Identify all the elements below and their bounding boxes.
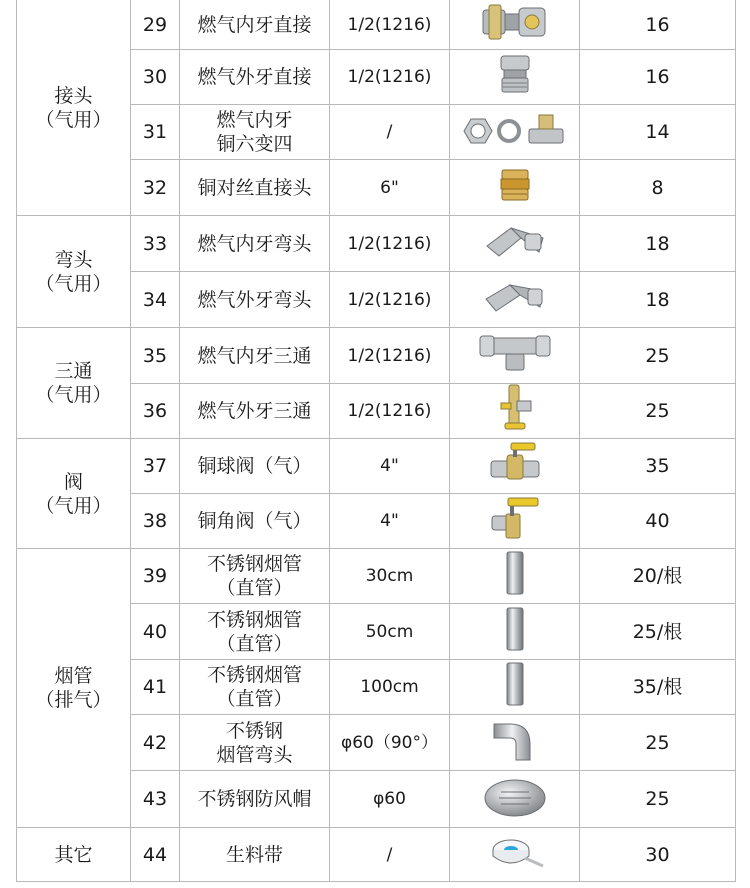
item-number: 31 — [142, 121, 168, 143]
item-name-cell — [180, 105, 330, 160]
steel-pipe-icon — [505, 661, 525, 713]
item-number-cell — [131, 828, 180, 882]
item-number-cell — [131, 50, 180, 105]
male-elbow-icon — [482, 277, 548, 323]
item-price: 14 — [645, 121, 670, 143]
item-image-cell — [450, 272, 580, 328]
item-name-cell — [180, 771, 330, 828]
item-spec: / — [386, 844, 393, 865]
item-spec-cell — [330, 384, 450, 439]
item-spec: 50cm — [365, 621, 414, 642]
item-number: 38 — [142, 510, 168, 532]
category-label: 弯头 — [54, 248, 93, 271]
item-number: 30 — [142, 66, 168, 88]
item-number-cell — [131, 328, 180, 384]
angle-valve-icon — [488, 496, 542, 546]
item-name: 烟管弯头 — [216, 743, 293, 766]
item-number: 32 — [142, 176, 168, 199]
category-cell — [16, 216, 131, 328]
category-label: （气用） — [35, 384, 112, 406]
item-name: （直管） — [216, 577, 293, 599]
item-price-cell — [580, 439, 736, 494]
item-spec: φ60 — [373, 789, 406, 809]
item-price: 18 — [645, 288, 670, 311]
male-straight-coupling-icon — [495, 53, 535, 101]
item-name-cell — [180, 160, 330, 216]
item-name: 不锈钢烟管 — [206, 608, 302, 631]
item-number-cell — [131, 771, 180, 828]
category-label: 烟管 — [54, 665, 93, 687]
item-image-cell — [450, 494, 580, 549]
item-name-cell — [180, 328, 330, 384]
item-name-cell — [180, 384, 330, 439]
item-name: 铜球阀（气） — [197, 455, 312, 477]
item-name: 燃气外牙三通 — [197, 400, 312, 422]
item-name: 不锈钢烟管 — [206, 664, 302, 686]
item-number: 39 — [142, 565, 168, 587]
female-straight-coupling-icon — [479, 2, 551, 48]
item-image-cell — [450, 828, 580, 882]
item-spec-cell — [330, 715, 450, 771]
item-image-cell — [450, 771, 580, 828]
item-price: 25/根 — [632, 620, 683, 643]
steel-pipe-icon — [505, 606, 525, 658]
item-name-cell — [180, 828, 330, 882]
item-name: 燃气内牙直接 — [197, 13, 312, 36]
brass-nipple-icon — [497, 167, 533, 209]
item-number: 37 — [142, 455, 168, 477]
item-name-cell — [180, 494, 330, 549]
item-spec-cell — [330, 549, 450, 604]
item-name: 不锈钢 — [225, 719, 283, 742]
item-number-cell — [131, 0, 180, 50]
item-image-cell — [450, 384, 580, 439]
item-number: 44 — [142, 843, 168, 866]
item-spec-cell — [330, 439, 450, 494]
item-number-cell — [131, 549, 180, 604]
item-image-cell — [450, 328, 580, 384]
item-image-cell — [450, 660, 580, 715]
category-label: 阀 — [63, 470, 83, 493]
item-name-cell — [180, 660, 330, 715]
category-label: 接头 — [54, 84, 93, 107]
item-name-cell — [180, 272, 330, 328]
item-spec-cell — [330, 216, 450, 272]
item-price-cell — [580, 105, 736, 160]
item-name: （直管） — [216, 688, 293, 710]
item-price-cell — [580, 604, 736, 660]
item-name: 燃气外牙直接 — [197, 66, 312, 88]
item-number: 40 — [142, 620, 168, 643]
item-name: 燃气内牙弯头 — [197, 232, 312, 255]
category-cell — [16, 439, 131, 549]
item-price: 20/根 — [632, 565, 683, 587]
item-image-cell — [450, 715, 580, 771]
item-price: 18 — [645, 232, 670, 255]
item-image-cell — [450, 439, 580, 494]
item-spec: 1/2(1216) — [347, 289, 432, 310]
item-name: 不锈钢防风帽 — [197, 788, 312, 810]
item-price: 40 — [645, 510, 670, 532]
ptfe-tape-icon — [485, 832, 545, 878]
item-image-cell — [450, 105, 580, 160]
item-name-cell — [180, 549, 330, 604]
item-price: 25 — [645, 344, 670, 367]
item-price: 35/根 — [632, 676, 683, 698]
category-label: （气用） — [35, 108, 112, 131]
category-label: 其它 — [54, 843, 93, 866]
item-spec-cell — [330, 0, 450, 50]
item-price-cell — [580, 494, 736, 549]
category-label: 三通 — [54, 360, 93, 382]
item-number-cell — [131, 494, 180, 549]
item-spec: 30cm — [365, 566, 414, 586]
item-spec: 1/2(1216) — [347, 401, 432, 421]
item-image-cell — [450, 549, 580, 604]
item-spec: 1/2(1216) — [347, 233, 432, 254]
item-number-cell — [131, 384, 180, 439]
category-cell — [16, 549, 131, 828]
item-name: 不锈钢烟管 — [206, 553, 302, 575]
item-price: 35 — [645, 455, 670, 477]
item-image-cell — [450, 160, 580, 216]
item-name: （直管） — [216, 632, 293, 655]
item-image-cell — [450, 604, 580, 660]
item-price-cell — [580, 660, 736, 715]
item-name: 燃气内牙三通 — [197, 344, 312, 367]
wind-cap-icon — [481, 774, 549, 824]
item-spec-cell — [330, 494, 450, 549]
item-spec: 6" — [380, 177, 399, 198]
item-spec: 1/2(1216) — [347, 345, 432, 366]
item-name: 铜对丝直接头 — [197, 176, 312, 199]
item-name: 燃气外牙弯头 — [197, 288, 312, 311]
item-price-cell — [580, 384, 736, 439]
item-name-cell — [180, 50, 330, 105]
item-spec-cell — [330, 160, 450, 216]
item-spec-cell — [330, 50, 450, 105]
item-number: 43 — [142, 788, 168, 810]
item-name-cell — [180, 604, 330, 660]
item-price-cell — [580, 272, 736, 328]
category-label: （气用） — [35, 272, 112, 295]
item-spec-cell — [330, 105, 450, 160]
item-price-cell — [580, 50, 736, 105]
item-price: 30 — [645, 843, 670, 866]
item-spec: 4" — [380, 511, 399, 531]
item-name-cell — [180, 715, 330, 771]
item-price-cell — [580, 549, 736, 604]
item-price: 16 — [645, 13, 670, 36]
item-number-cell — [131, 272, 180, 328]
item-price: 8 — [651, 176, 664, 199]
item-name-cell — [180, 216, 330, 272]
item-spec-cell — [330, 272, 450, 328]
item-price-cell — [580, 715, 736, 771]
item-price-cell — [580, 216, 736, 272]
item-name: 铜角阀（气） — [197, 510, 312, 532]
item-price: 25 — [645, 788, 670, 810]
item-number-cell — [131, 160, 180, 216]
item-spec-cell — [330, 660, 450, 715]
item-spec: 4" — [380, 456, 399, 476]
item-price-cell — [580, 0, 736, 50]
item-price: 25 — [645, 731, 670, 754]
nut-ring-reducer-icon — [459, 109, 571, 155]
category-cell — [16, 828, 131, 882]
female-tee-icon — [478, 332, 552, 380]
item-number: 29 — [142, 13, 168, 36]
item-name-cell — [180, 439, 330, 494]
item-number: 35 — [142, 344, 168, 367]
item-number: 34 — [142, 288, 168, 311]
steel-elbow-pipe-icon — [490, 718, 540, 768]
item-number-cell — [131, 105, 180, 160]
item-name: 燃气内牙 — [216, 109, 293, 131]
category-label: （气用） — [35, 494, 112, 517]
item-spec-cell — [330, 828, 450, 882]
item-spec-cell — [330, 604, 450, 660]
item-number: 42 — [142, 731, 168, 754]
item-image-cell — [450, 0, 580, 50]
item-price-cell — [580, 771, 736, 828]
item-image-cell — [450, 50, 580, 105]
item-price-cell — [580, 160, 736, 216]
item-number-cell — [131, 715, 180, 771]
ball-valve-icon — [487, 441, 543, 491]
item-spec: / — [386, 122, 393, 142]
male-tee-valve-icon — [495, 383, 535, 439]
item-number: 36 — [142, 400, 168, 422]
item-price: 16 — [645, 66, 670, 88]
item-name: 生料带 — [225, 843, 283, 866]
item-number: 41 — [142, 676, 168, 698]
item-number-cell — [131, 604, 180, 660]
item-number-cell — [131, 660, 180, 715]
category-cell — [16, 0, 131, 216]
item-price-cell — [580, 328, 736, 384]
item-spec: 1/2(1216) — [347, 67, 432, 87]
category-label: （排气） — [35, 689, 112, 711]
steel-pipe-icon — [505, 550, 525, 602]
item-spec-cell — [330, 771, 450, 828]
category-cell — [16, 328, 131, 439]
item-spec: 100cm — [360, 677, 419, 697]
item-name: 铜六变四 — [216, 133, 293, 155]
item-name-cell — [180, 0, 330, 50]
item-number: 33 — [142, 232, 168, 255]
female-elbow-icon — [481, 220, 549, 268]
item-price: 25 — [645, 400, 670, 422]
item-number-cell — [131, 216, 180, 272]
item-spec: φ60（90°） — [341, 732, 438, 753]
item-image-cell — [450, 216, 580, 272]
item-price-cell — [580, 828, 736, 882]
item-number-cell — [131, 439, 180, 494]
item-spec-cell — [330, 328, 450, 384]
item-spec: 1/2(1216) — [347, 14, 432, 35]
